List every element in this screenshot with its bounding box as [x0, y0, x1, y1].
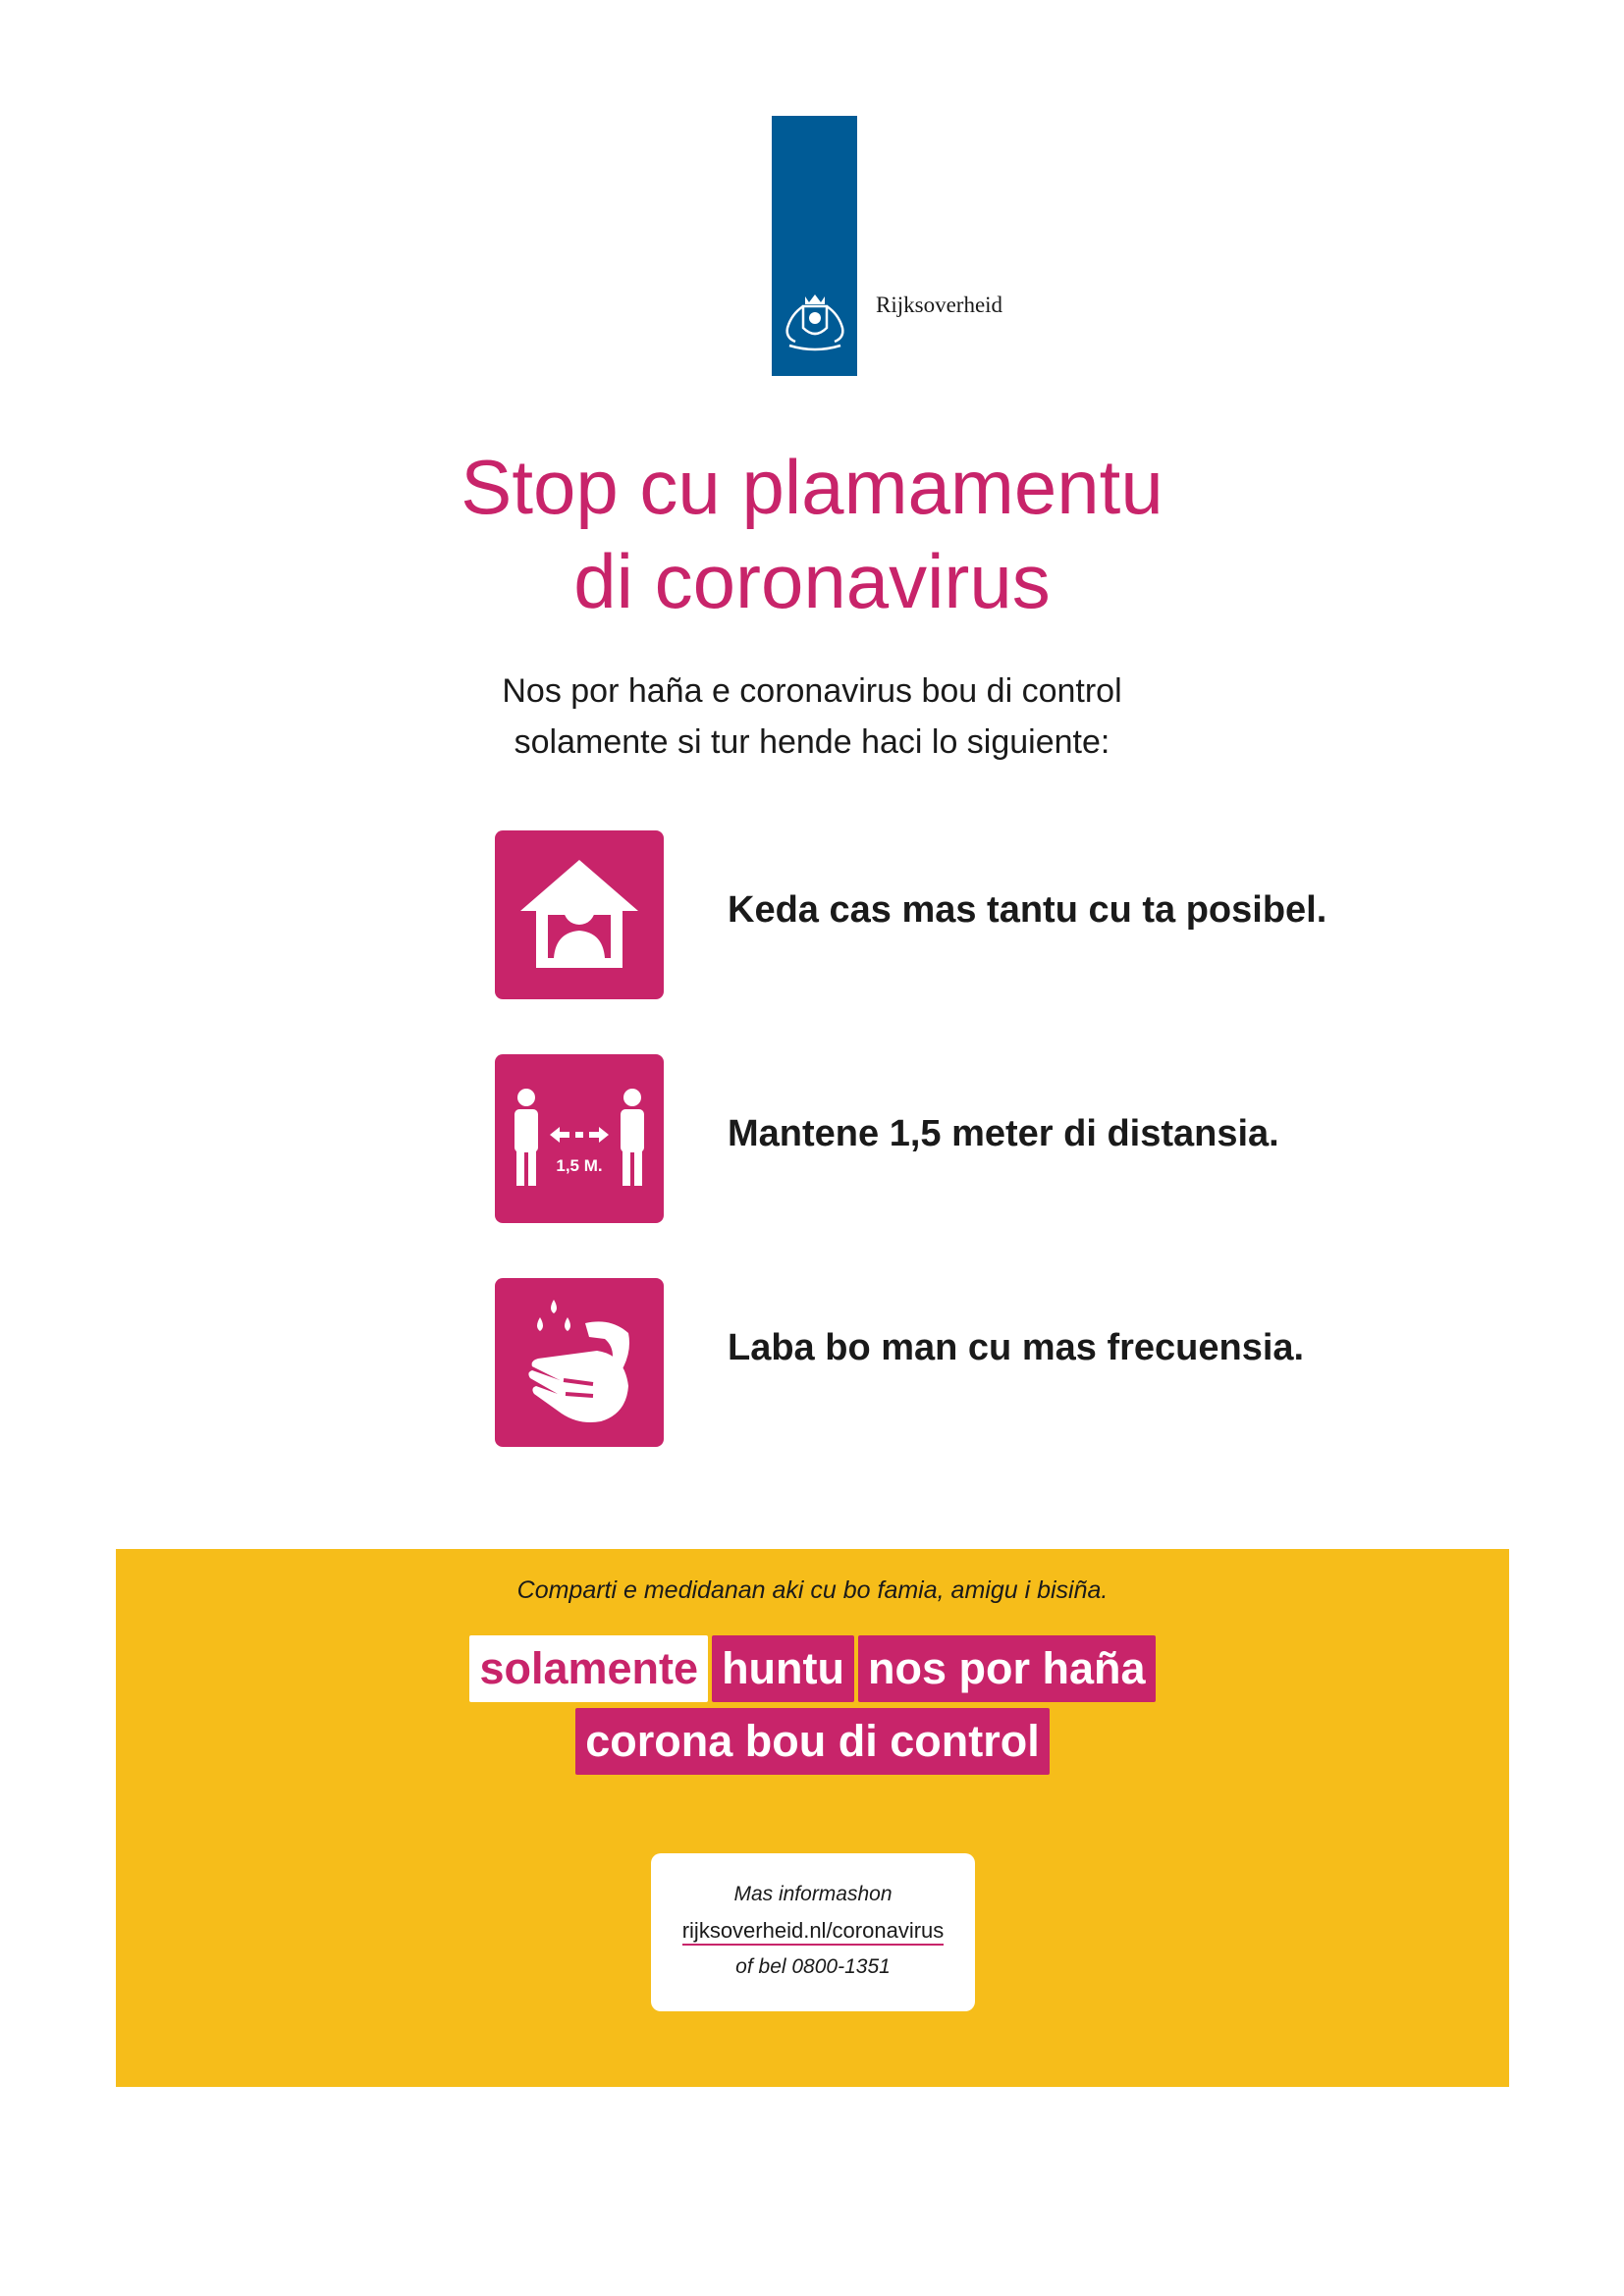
- page-title: [0, 440, 1624, 628]
- crest-icon: [778, 285, 852, 353]
- rule-text-distance: Mantene 1,5 meter di distansia.: [728, 1113, 1279, 1154]
- title-line-1: Stop cu plamamentu: [460, 444, 1164, 530]
- tag-solamente: solamente: [469, 1635, 708, 1702]
- info-box: [651, 1853, 975, 2011]
- share-banner: [116, 1549, 1509, 2087]
- intro-line-1: Nos por haña e coronavirus bou di control: [502, 672, 1122, 710]
- tagline-row-2: [116, 1708, 1509, 1775]
- info-link-text[interactable]: rijksoverheid.nl/coronavirus: [682, 1918, 945, 1946]
- intro-text: [0, 666, 1624, 768]
- tagline-row-1: [116, 1635, 1509, 1702]
- wash-hands-icon: [495, 1278, 664, 1447]
- distance-icon: [495, 1054, 664, 1223]
- info-phone: of bel 0800-1351: [735, 1955, 891, 1978]
- info-label: Mas informashon: [733, 1883, 893, 1905]
- tag-corona-bou-di-control: corona bou di control: [575, 1708, 1049, 1775]
- share-text: Comparti e medidanan aki cu bo famia, amigu i bisiña.: [516, 1576, 1109, 1604]
- logo-bar: [772, 116, 857, 376]
- distance-label: 1,5 M.: [556, 1156, 603, 1175]
- info-link[interactable]: [651, 1918, 975, 1944]
- stay-home-icon: [495, 830, 664, 999]
- intro-line-2: solamente si tur hende haci lo siguiente:: [514, 723, 1110, 761]
- tag-nos-por-hana: nos por haña: [858, 1635, 1156, 1702]
- logo-wordmark: Rijksoverheid: [876, 293, 1003, 317]
- title-line-2: di coronavirus: [573, 538, 1051, 624]
- rule-text-stay-home: Keda cas mas tantu cu ta posibel.: [728, 889, 1327, 931]
- rule-text-wash-hands: Laba bo man cu mas frecuensia.: [728, 1327, 1305, 1368]
- tag-huntu: huntu: [712, 1635, 854, 1702]
